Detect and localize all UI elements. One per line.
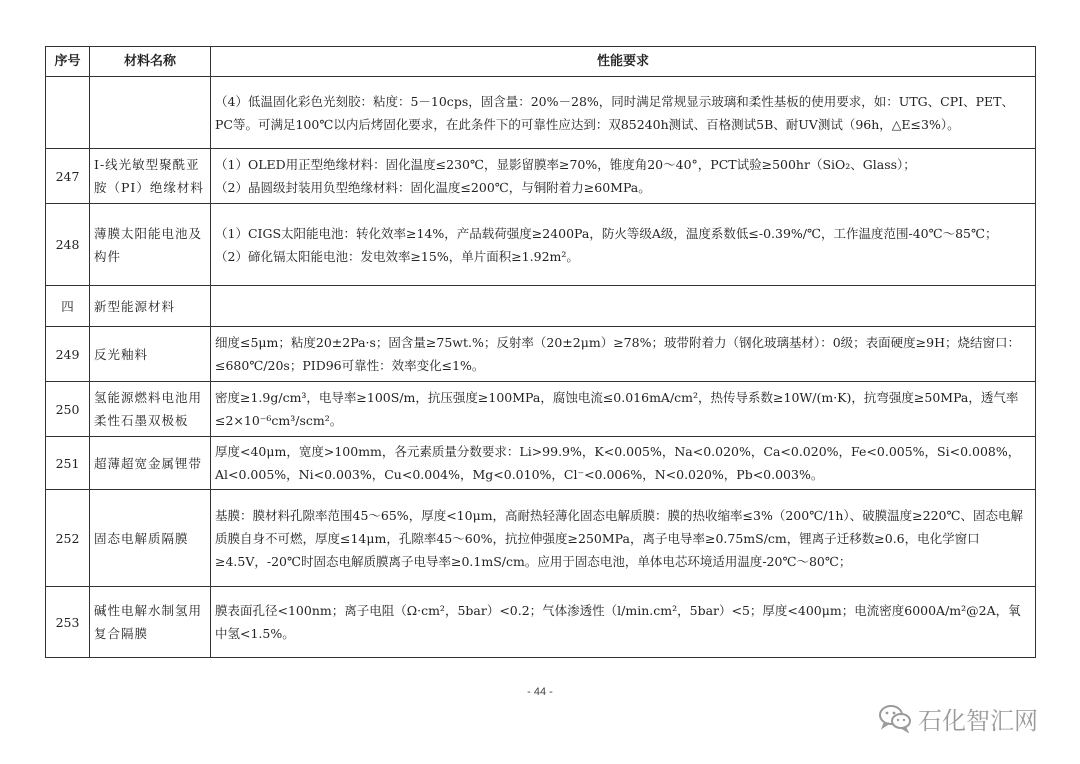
requirements-cell xyxy=(211,382,1036,437)
requirements-cell xyxy=(211,437,1036,490)
requirement-line: 密度≥1.9g/cm³，电导率≥100S/m，抗压强度≥100MPa，腐蚀电流≤0.016mA/cm²，热传导系数≥10W/(m·K)，抗弯强度≥50MPa，透气率≤2×10⁻⁶cm³/scm²。 xyxy=(215,390,1019,428)
material-name: I-线光敏型聚酰亚胺（PI）绝缘材料 xyxy=(90,149,211,204)
requirement-line: 基膜：膜材料孔隙率范围45～65%，厚度<10μm，高耐热轻薄化固态电解质膜：膜的热收缩率≤3%（200℃/1h）、破膜温度≥220℃、固态电解质膜自身不可燃，厚度≤14μm，孔隙率45～60%，抗拉伸强度≥250MPa，离子电导率≥0.75mS/cm，锂离子迁移数≥0.6，电化学窗口≥4.5V，-20℃时固态电解质膜离子电导率≥0.1mS/cm。应用于固态电池，单体电芯环境适用温度-20℃～80℃； xyxy=(215,507,1023,569)
watermark xyxy=(878,700,1038,736)
material-name: 氢能源燃料电池用柔性石墨双极板 xyxy=(90,382,211,437)
material-name: 固态电解质隔膜 xyxy=(90,490,211,587)
row-number: 250 xyxy=(46,382,90,437)
header-serial: 序号 xyxy=(46,47,90,77)
page-number: - 44 - xyxy=(527,686,553,698)
header-material-name: 材料名称 xyxy=(90,47,211,77)
table-row xyxy=(46,437,1036,490)
requirements-cell xyxy=(211,327,1036,382)
row-number: 248 xyxy=(46,204,90,286)
requirement-line: （1）CIGS太阳能电池：转化效率≥14%，产品载荷强度≥2400Pa，防火等级A级，温度系数低≤-0.39%/℃，工作温度范围-40℃～85℃； xyxy=(215,225,998,241)
spec-table xyxy=(45,46,1036,658)
row-number: 247 xyxy=(46,149,90,204)
table-row xyxy=(46,587,1036,658)
material-name: 薄膜太阳能电池及构件 xyxy=(90,204,211,286)
material-name xyxy=(90,77,211,149)
row-number: 253 xyxy=(46,587,90,658)
requirement-line: （4）低温固化彩色光刻胶：粘度：5－10cps，固含量：20%－28%，同时满足常规显示玻璃和柔性基板的使用要求，如：UTG、CPI、PET、PC等。可满足100℃以内后烤固化要求，在此条件下的可靠性应达到：双85240h测试、百格测试5B、耐UV测试（96h，△E≤3%）。 xyxy=(215,93,1014,132)
requirement-line: （2）碲化镉太阳能电池：发电效率≥15%，单片面积≥1.92m²。 xyxy=(215,248,579,264)
material-name: 超薄超宽金属锂带 xyxy=(90,437,211,490)
row-number xyxy=(46,77,90,149)
material-name: 反光釉料 xyxy=(90,327,211,382)
header-performance-requirements: 性能要求 xyxy=(211,47,1036,77)
table-header-row xyxy=(46,47,1036,77)
material-name: 新型能源材料 xyxy=(90,286,211,327)
requirements-cell xyxy=(211,587,1036,658)
requirements-cell xyxy=(211,77,1036,149)
requirements-cell xyxy=(211,149,1036,204)
row-number: 251 xyxy=(46,437,90,490)
table-row xyxy=(46,382,1036,437)
watermark-text: 石化智汇网 xyxy=(918,706,1038,735)
table-row xyxy=(46,77,1036,149)
material-name: 碱性电解水制氢用复合隔膜 xyxy=(90,587,211,658)
requirement-line: （1）OLED用正型绝缘材料：固化温度≤230℃，显影留膜率≥70%，锥度角20～40°，PCT试验≥500hr（SiO₂、Glass）； xyxy=(215,157,916,172)
requirement-line: 厚度<40μm，宽度>100mm，各元素质量分数要求：Li>99.9%，K<0.005%，Na<0.020%，Ca<0.020%，Fe<0.005%，Si<0.008%，Al<0.005%，Ni<0.003%，Cu<0.004%，Mg<0.010%，Cl⁻<0.006%，N<0.020%，Pb<0.003%。 xyxy=(215,444,1021,482)
requirements-cell xyxy=(211,204,1036,286)
requirement-line: 膜表面孔径<100nm；离子电阻（Ω·cm²，5bar）<0.2；气体渗透性（l/min.cm²，5bar）<5；厚度<400μm；电流密度6000A/m²@2A，氧中氢<1.5%。 xyxy=(215,603,1021,641)
requirements-cell xyxy=(211,490,1036,587)
table-row xyxy=(46,204,1036,286)
wechat-icon xyxy=(878,703,912,733)
requirements-cell xyxy=(211,286,1036,327)
row-number: 249 xyxy=(46,327,90,382)
table-row xyxy=(46,149,1036,204)
row-number: 四 xyxy=(46,286,90,327)
row-number: 252 xyxy=(46,490,90,587)
table-row xyxy=(46,286,1036,327)
table-row xyxy=(46,327,1036,382)
requirement-line: （2）晶圆级封装用负型绝缘材料：固化温度≤200℃，与铜附着力≥60MPa。 xyxy=(215,180,651,195)
requirement-line: 细度≤5μm；粘度20±2Pa·s；固含量≥75wt.%；反射率（20±2μm）≥78%；玻带附着力（钢化玻璃基材）：0级；表面硬度≥9H；烧结窗口：≤680℃/20s；PID96可靠性：效率变化≤1%。 xyxy=(215,335,1020,373)
table-row xyxy=(46,490,1036,587)
